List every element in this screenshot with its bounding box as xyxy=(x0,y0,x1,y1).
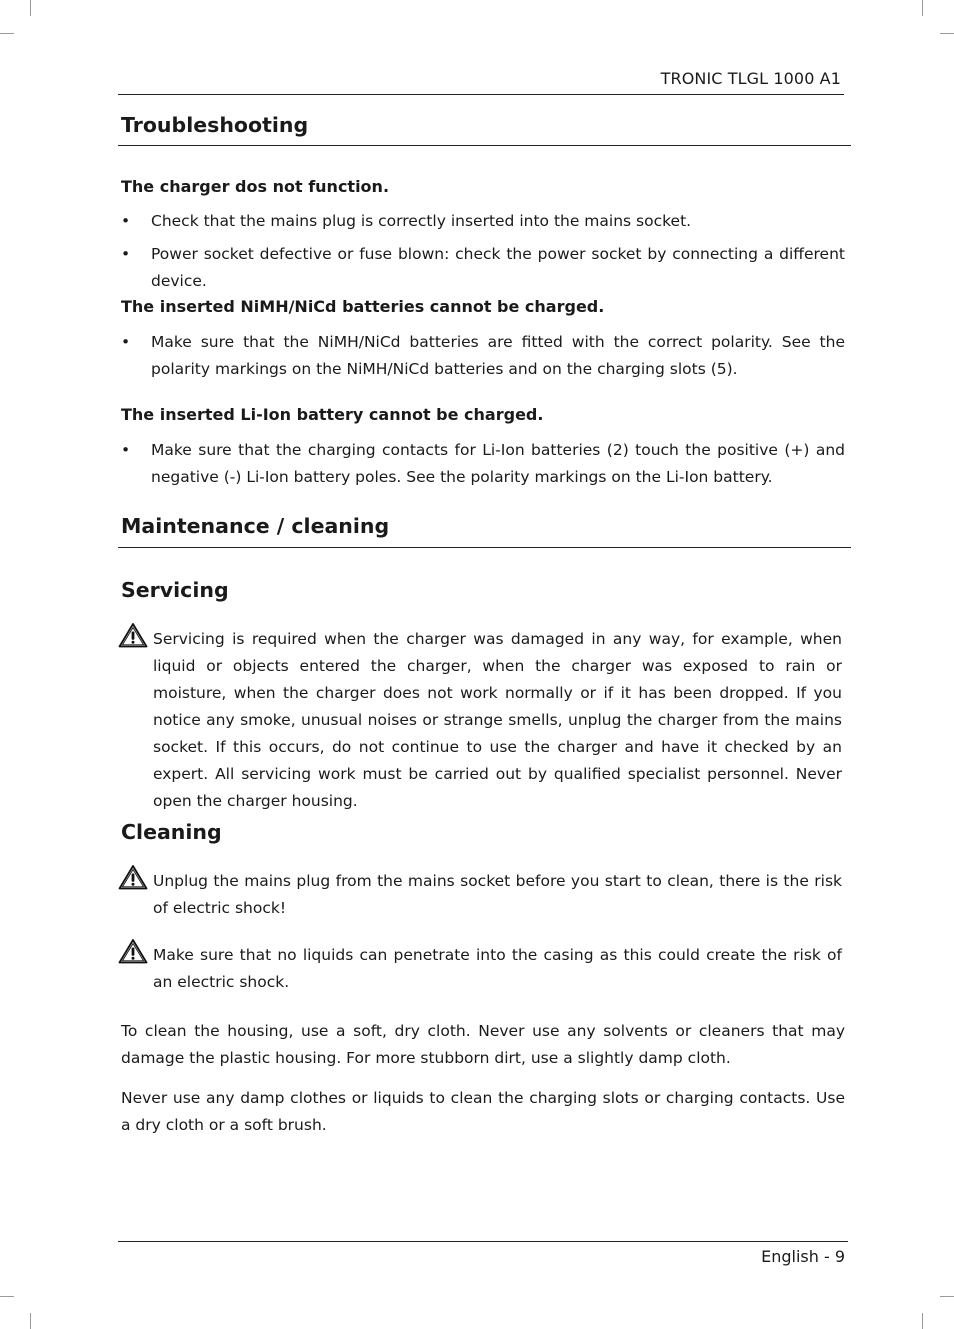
bullet-item xyxy=(121,437,845,491)
warning-triangle-icon xyxy=(118,622,148,648)
crop-mark xyxy=(940,33,954,34)
warning-block xyxy=(118,868,842,922)
bullet-dot: • xyxy=(121,441,131,459)
page-number: English - 9 xyxy=(761,1247,845,1266)
bullet-text: Make sure that the NiMH/NiCd batteries are fitted with the correct polarity. See the polarity markings on the NiMH/NiCd batteries and on the charging slots (5). xyxy=(151,333,845,378)
bullet-dot: • xyxy=(121,212,131,230)
issue-heading: The inserted Li-Ion battery cannot be charged. xyxy=(121,405,544,424)
crop-mark xyxy=(0,1296,14,1297)
crop-mark xyxy=(30,0,31,16)
issue-heading: The inserted NiMH/NiCd batteries cannot be charged. xyxy=(121,297,605,316)
bullet-dot: • xyxy=(121,245,131,263)
warning-triangle-icon xyxy=(118,864,148,890)
bullet-item xyxy=(121,241,845,295)
crop-mark xyxy=(922,1313,923,1329)
document-id: TRONIC TLGL 1000 A1 xyxy=(660,69,841,88)
crop-mark xyxy=(30,1313,31,1329)
crop-mark xyxy=(922,0,923,16)
bullet-text: Make sure that the charging contacts for Li-Ion batteries (2) touch the positive (+) and negative (-) Li-Ion battery poles. See the polarity markings on the Li-Ion battery. xyxy=(151,441,845,486)
crop-mark xyxy=(940,1296,954,1297)
subsection-title-cleaning: Cleaning xyxy=(121,820,222,844)
warning-triangle-icon xyxy=(118,938,148,964)
page-header xyxy=(118,69,844,95)
subsection-title-servicing: Servicing xyxy=(121,578,229,602)
section-title-maintenance: Maintenance / cleaning xyxy=(118,514,851,548)
body-paragraph: To clean the housing, use a soft, dry cloth. Never use any solvents or cleaners that may damage the plastic housing. For more stubborn dirt, use a slightly damp cloth. xyxy=(121,1022,845,1067)
section-title-troubleshooting: Troubleshooting xyxy=(118,113,851,146)
bullet-item xyxy=(121,208,845,235)
bullet-item xyxy=(121,329,845,383)
issue-heading: The charger dos not function. xyxy=(121,177,390,196)
warning-text: Servicing is required when the charger was damaged in any way, for example, when liquid or objects entered the charger, when the charger was exposed to rain or moisture, when the charger does not work normally or if it has been dropped. If you notice any smoke, unusual noises or strange smells, unplug the charger from the mains socket. If this occurs, do not continue to use the charger and have it checked by an expert. All servicing work must be carried out by qualified specialist personnel. Never open the charger housing. xyxy=(153,630,842,810)
bullet-text: Check that the mains plug is correctly inserted into the mains socket. xyxy=(151,212,692,230)
crop-mark xyxy=(0,33,14,34)
warning-block xyxy=(118,942,842,996)
body-paragraph: Never use any damp clothes or liquids to clean the charging slots or charging contacts. Use a dry cloth or a soft brush. xyxy=(121,1089,845,1134)
warning-text: Unplug the mains plug from the mains socket before you start to clean, there is the risk of electric shock! xyxy=(153,872,842,917)
warning-block xyxy=(118,626,842,815)
page-footer xyxy=(118,1241,848,1272)
bullet-text: Power socket defective or fuse blown: check the power socket by connecting a different device. xyxy=(151,245,845,290)
bullet-dot: • xyxy=(121,333,131,351)
warning-text: Make sure that no liquids can penetrate into the casing as this could create the risk of an electric shock. xyxy=(153,946,842,991)
